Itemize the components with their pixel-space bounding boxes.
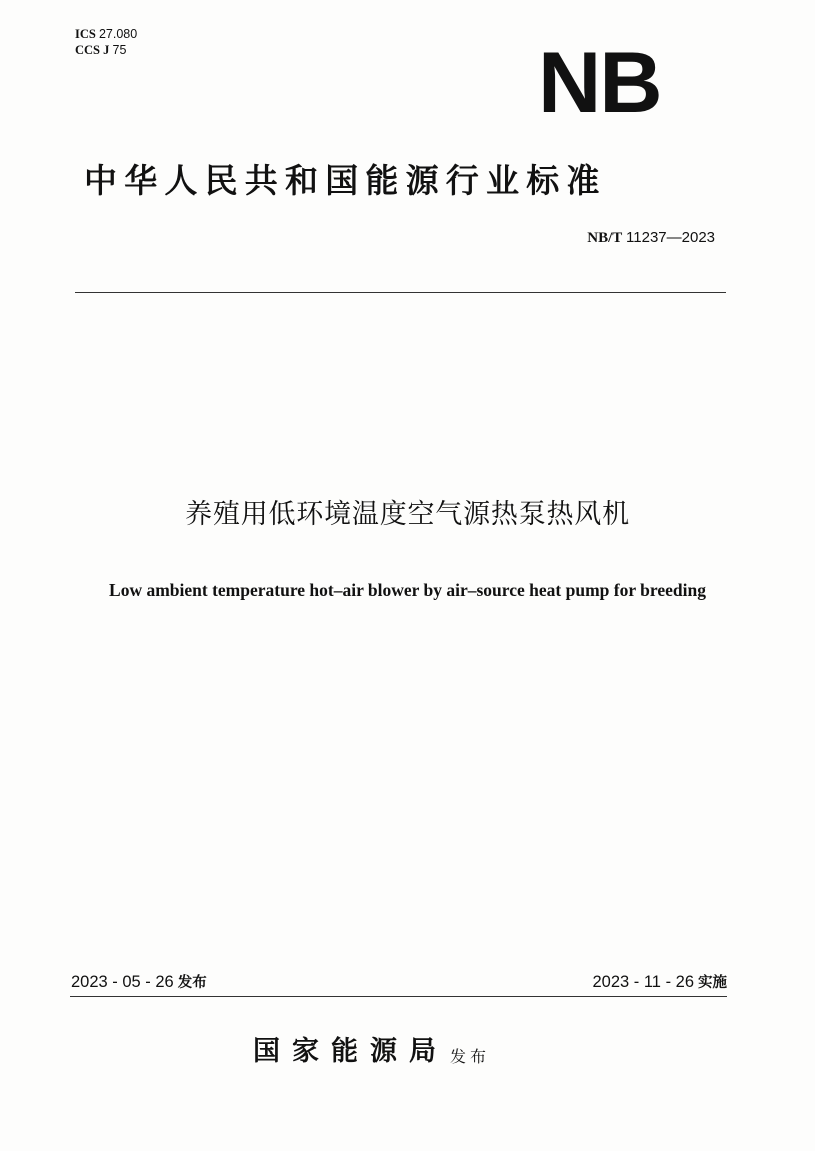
footer-divider [70, 996, 727, 997]
ccs-code: 75 [112, 43, 127, 57]
ics-line [75, 26, 137, 42]
issue-date-label: 发布 [177, 975, 207, 991]
ics-code: 27.080 [98, 27, 138, 41]
issue-date-value: 2023 - 05 - 26 [71, 973, 174, 991]
document-title-cn: 养殖用低环境温度空气源热泵热风机 [185, 499, 630, 530]
effective-date-label: 实施 [698, 975, 727, 991]
standard-number [587, 228, 715, 248]
classification-codes [75, 26, 137, 58]
issuer-label: 发布 [450, 1047, 491, 1066]
ccs-line [75, 42, 137, 58]
header-divider [75, 292, 726, 293]
issue-date [71, 970, 207, 995]
standard-number-prefix: NB/T [587, 230, 623, 246]
effective-date-value: 2023 - 11 - 26 [592, 973, 694, 991]
standard-number-value: 11237—2023 [626, 229, 715, 246]
ccs-label: CCS J [75, 43, 110, 57]
issuer-name: 国家能源局 [253, 1036, 448, 1067]
standard-category-title: 中华人民共和国能源行业标准 [84, 161, 607, 200]
nb-logo: NB [538, 35, 661, 131]
ics-label: ICS [75, 27, 96, 41]
issuer [253, 1032, 490, 1072]
document-title-en: Low ambient temperature hot–air blower by air–source heat pump for breeding [109, 580, 706, 600]
effective-date [592, 970, 727, 995]
